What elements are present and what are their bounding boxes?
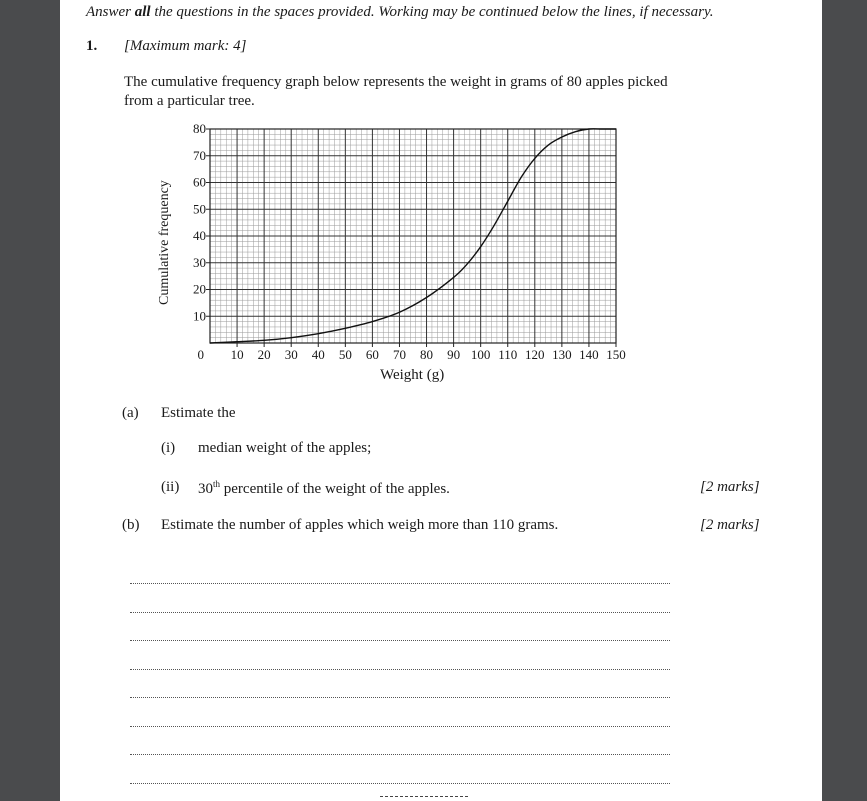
origin-label: 0	[197, 347, 204, 362]
answer-line[interactable]	[130, 612, 670, 613]
y-tick-label: 10	[193, 308, 206, 324]
viewer-scrollbar-area[interactable]	[822, 0, 867, 801]
x-tick-label: 60	[365, 347, 379, 362]
part-b-text: Estimate the number of apples which weigh more than 110 grams.	[161, 517, 559, 533]
answer-line[interactable]	[130, 783, 670, 784]
part-a-text: Estimate the	[161, 405, 236, 421]
question-stem: The cumulative frequency graph below represents the weight in grams of 80 apples picked from a particular tree.	[124, 74, 668, 109]
x-tick-label: 90	[447, 347, 461, 362]
y-tick-label: 80	[193, 121, 206, 136]
x-tick-label: 30	[284, 347, 298, 362]
part-b-label: (b)	[122, 517, 140, 533]
part-aii-text: 30th percentile of the weight of the apples.	[198, 479, 450, 497]
x-tick-label: 50	[338, 347, 352, 362]
answer-line[interactable]	[130, 726, 670, 727]
part-b-marks: [2 marks]	[700, 517, 760, 533]
y-tick-label: 30	[193, 254, 206, 270]
x-tick-label: 130	[552, 347, 572, 362]
question-number: 1.	[86, 38, 98, 54]
x-tick-label: 140	[579, 347, 599, 362]
x-tick-label: 120	[525, 347, 545, 362]
part-ai-text: median weight of the apples;	[198, 440, 372, 456]
y-tick-label: 50	[193, 201, 206, 217]
exam-page	[60, 0, 822, 801]
y-tick-label: 40	[193, 228, 206, 243]
answer-line[interactable]	[130, 697, 670, 698]
y-tick-label: 70	[193, 147, 206, 163]
x-tick-label: 110	[498, 347, 518, 362]
x-tick-label: 100	[470, 347, 491, 362]
x-tick-label: 20	[257, 347, 271, 362]
y-axis-label: Cumulative frequency	[157, 180, 172, 305]
x-tick-label: 40	[311, 347, 325, 362]
x-tick-label: 150	[606, 347, 626, 362]
cumulative-frequency-chart	[60, 0, 822, 400]
x-tick-label: 80	[420, 347, 434, 362]
x-tick-label: 10	[230, 347, 244, 362]
y-tick-label: 20	[193, 281, 206, 297]
y-tick-label: 60	[193, 174, 206, 190]
viewer-background-left	[0, 0, 60, 801]
instructions: Answer all the questions in the spaces provided. Working may be continued below the lines, if necessary.	[86, 4, 714, 20]
x-axis-label: Weight (g)	[380, 367, 445, 383]
part-aii-label: (ii)	[161, 479, 180, 495]
part-aii-marks: [2 marks]	[700, 479, 760, 495]
x-tick-label: 70	[392, 347, 406, 362]
maximum-mark: [Maximum mark: 4]	[124, 38, 247, 54]
page-footer-mark	[380, 796, 468, 797]
answer-line[interactable]	[130, 583, 670, 584]
answer-line[interactable]	[130, 640, 670, 641]
answer-line[interactable]	[130, 669, 670, 670]
answer-line[interactable]	[130, 754, 670, 755]
part-a-label: (a)	[122, 405, 139, 421]
part-ai-label: (i)	[161, 440, 176, 456]
